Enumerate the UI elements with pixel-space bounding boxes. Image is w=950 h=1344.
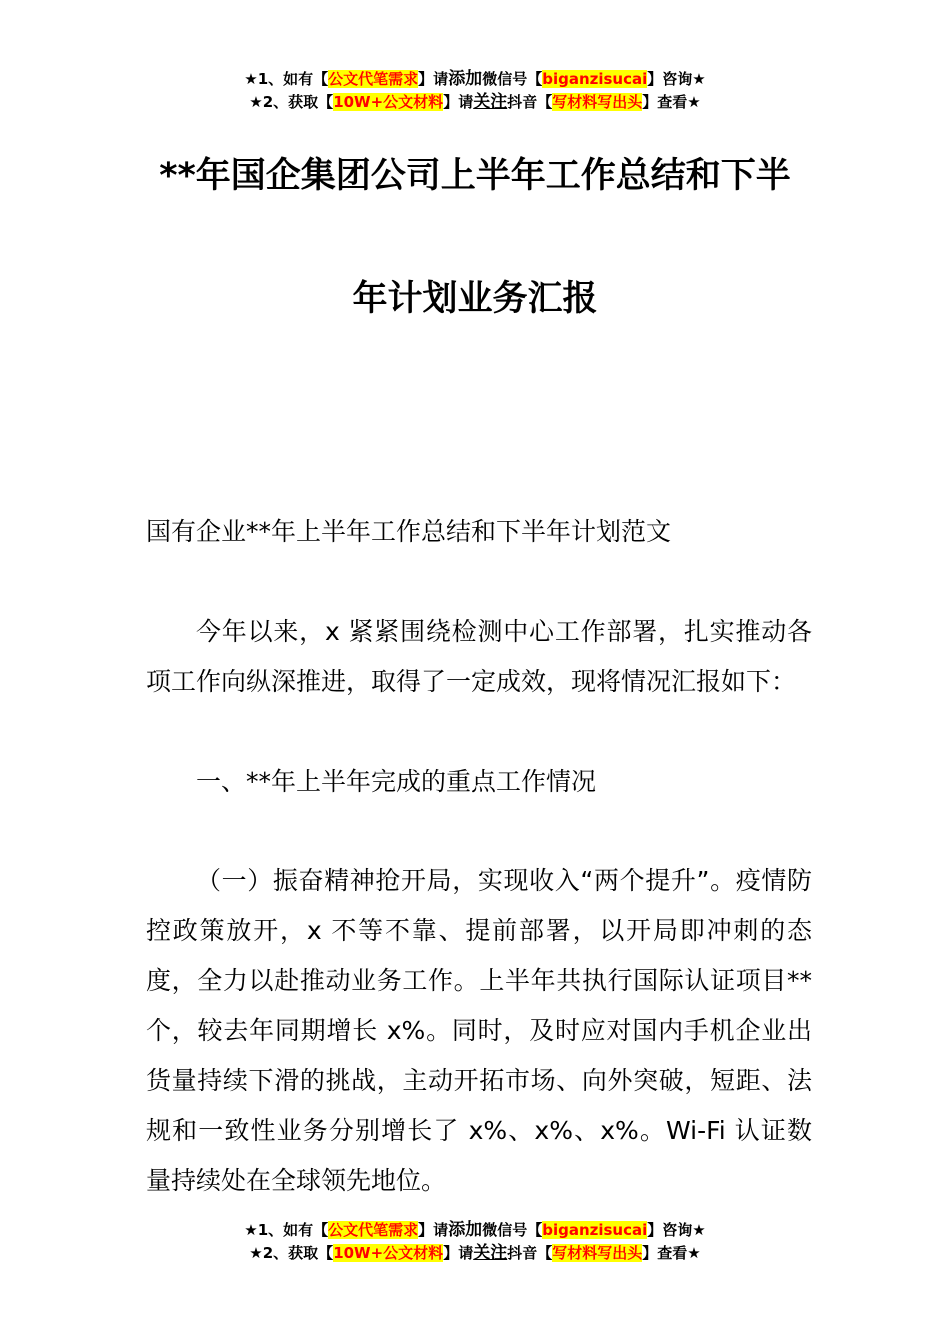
page-title-line-1: **年国企集团公司上半年工作总结和下半 [159,156,791,196]
banner-text: 抖音【 [507,1244,553,1262]
banner-emphasis: 添加 [448,1220,483,1240]
banner-text: ★2、获取【 [249,1244,334,1262]
highlight-service: 公文代笔需求 [328,70,419,88]
section-heading-block [146,757,812,807]
banner-emphasis: 关注 [473,92,508,112]
document-subtitle: 国有企业**年上半年工作总结和下半年计划范文 [146,517,672,546]
banner-text: 】咨询★ [647,1221,706,1239]
banner-text: 】请 [443,1244,474,1262]
section-heading: 一、**年上半年完成的重点工作情况 [196,767,597,796]
banner-text: 微信号【 [482,1221,543,1239]
highlight-materials: 10W+公文材料 [333,93,444,111]
banner-text: 微信号【 [482,70,543,88]
highlight-douyin: 写材料写出头 [552,1244,643,1262]
banner-text: 】请 [418,70,449,88]
intro-block [146,607,812,707]
banner-emphasis: 添加 [448,69,483,89]
banner-emphasis: 关注 [473,1243,508,1263]
banner-line-2 [0,91,950,114]
page-title-line-2: 年计划业务汇报 [352,279,598,319]
banner-text: ★2、获取【 [249,93,334,111]
banner-text: 抖音【 [507,93,553,111]
highlight-materials: 10W+公文材料 [333,1244,444,1262]
banner-text: 】查看★ [642,93,701,111]
banner-line-1 [0,1219,950,1242]
banner-line-1 [0,68,950,91]
highlight-wechat-id: biganzisucai [542,1221,648,1239]
banner-text: ★1、如有【 [244,1221,329,1239]
banner-text: 】请 [443,93,474,111]
highlight-service: 公文代笔需求 [328,1221,419,1239]
banner-text: 】查看★ [642,1244,701,1262]
banner-text: ★1、如有【 [244,70,329,88]
intro-paragraph: 今年以来，x 紧紧围绕检测中心工作部署，扎实推动各项工作向纵深推进，取得了一定成效，现将情况汇报如下： [146,617,812,696]
bottom-banner [0,1219,950,1265]
top-banner [0,68,950,114]
document-subtitle-block [146,507,812,557]
banner-line-2 [0,1242,950,1265]
banner-text: 】请 [418,1221,449,1239]
section-paragraph-block [146,856,812,1206]
highlight-wechat-id: biganzisucai [542,70,648,88]
section-paragraph: （一）振奋精神抢开局，实现收入“两个提升”。疫情防控政策放开，x 不等不靠、提前部署，以开局即冲刺的态度，全力以赴推动业务工作。上半年共执行国际认证项目**个，较去年同期增长 x%。同时，及时应对国内手机企业出货量持续下滑的挑战，主动开拓市场、向外突破，短距、法规和一致性业务分别增长了 x%、x%、x%。Wi-Fi 认证数量持续处在全球领先地位。 [146,866,812,1195]
highlight-douyin: 写材料写出头 [552,93,643,111]
banner-text: 】咨询★ [647,70,706,88]
